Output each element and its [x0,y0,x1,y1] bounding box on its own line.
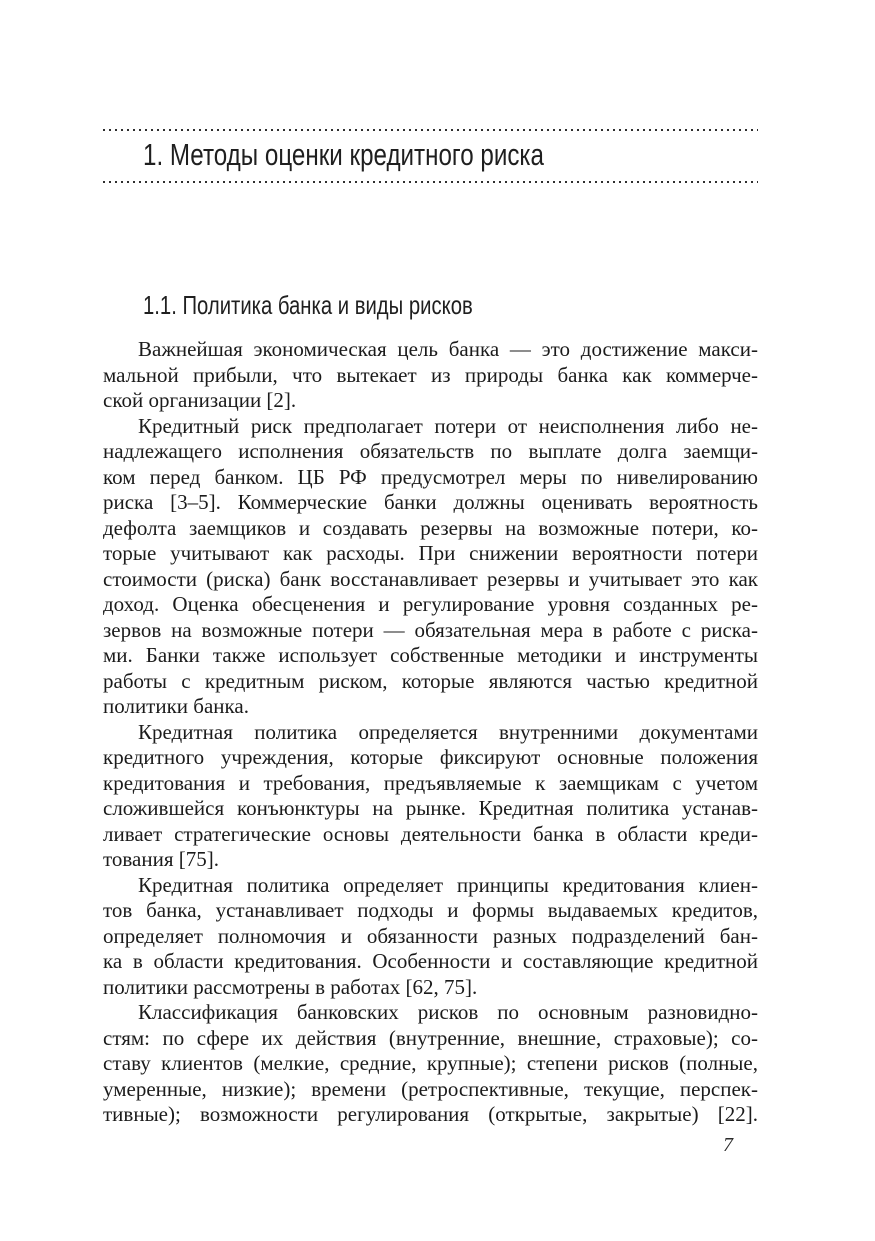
text-line: мальной прибыли, что вытекает из природы банка как коммерче- [103,362,758,387]
chapter-heading [143,138,657,172]
text-line: тования [75]. [103,847,219,871]
text-line: дефолта заемщиков и создавать резервы на возможные потери, ко- [103,515,758,540]
text-line: тивные); возможности регулирования (открытые, закрытые) [22]. [103,1102,758,1126]
body-text [103,337,758,1128]
text-line: надлежащего исполнения обязательств по выплате долга заемщи- [103,439,758,463]
text-line: сложившейся конъюнктуры на рынке. Кредитная политика устанав- [103,796,758,820]
section-heading-text: 1.1. Политика банка и виды рисков [143,290,473,320]
text-line: определяет полномочия и обязанности разных подразделений бан- [103,923,758,948]
chapter-heading-text: 1. Методы оценки кредитного риска [143,137,544,172]
text-line: работы с кредитным риском, которые являются частью кредитной [103,668,758,693]
text-line: ставу клиентов (мелкие, средние, крупные); степени рисков (полные, [103,1051,758,1075]
text-line: Важнейшая экономическая цель банка — это достижение макси- [138,337,758,361]
text-line: ком перед банком. ЦБ РФ предусмотрел меры по нивелированию [103,464,758,489]
text-line: кредитного учреждения, которые фиксируют основные положения [103,745,758,769]
text-line: ской организации [2]. [103,388,297,412]
text-line: Кредитная политика определяется внутренними документами [138,719,758,744]
text-line: торые учитывают как расходы. При снижении вероятности потери [103,541,758,565]
page-number: 7 [723,1134,733,1156]
text-line: риска [3–5]. Коммерческие банки должны оценивать вероятность [103,490,758,514]
text-line: тов банка, устанавливает подходы и формы выдаваемых кредитов, [103,898,758,922]
text-line: зервов на возможные потери — обязательная мера в работе с риска- [103,617,758,642]
text-line: Кредитная политика определяет принципы кредитования клиен- [138,872,758,897]
text-line: стоимости (риска) банк восстанавливает резервы и учитывает это как [103,566,758,591]
dotted-rule-bottom [103,181,758,183]
text-line: ми. Банки также использует собственные методики и инструменты [103,643,758,667]
text-line: доход. Оценка обесценения и регулирование уровня созданных ре- [103,592,758,616]
text-line: кредитования и требования, предъявляемые к заемщикам с учетом [103,770,758,795]
text-line: Кредитный риск предполагает потери от неисполнения либо не- [138,413,758,438]
text-line: умеренные, низкие); времени (ретроспективные, текущие, перспек- [103,1076,758,1101]
text-line: Классификация банковских рисков по основным разновидно- [138,1000,758,1024]
text-line: ка в области кредитования. Особенности и составляющие кредитной [103,949,758,973]
text-line: политики банка. [103,694,249,718]
text-line: стям: по сфере их действия (внутренние, внешние, страховые); со- [103,1025,758,1050]
text-line: ливает стратегические основы деятельности банка в области креди- [103,821,758,846]
text-line: политики рассмотрены в работах [62, 75]. [103,974,478,999]
dotted-rule-top [103,129,758,131]
section-heading [143,290,566,320]
